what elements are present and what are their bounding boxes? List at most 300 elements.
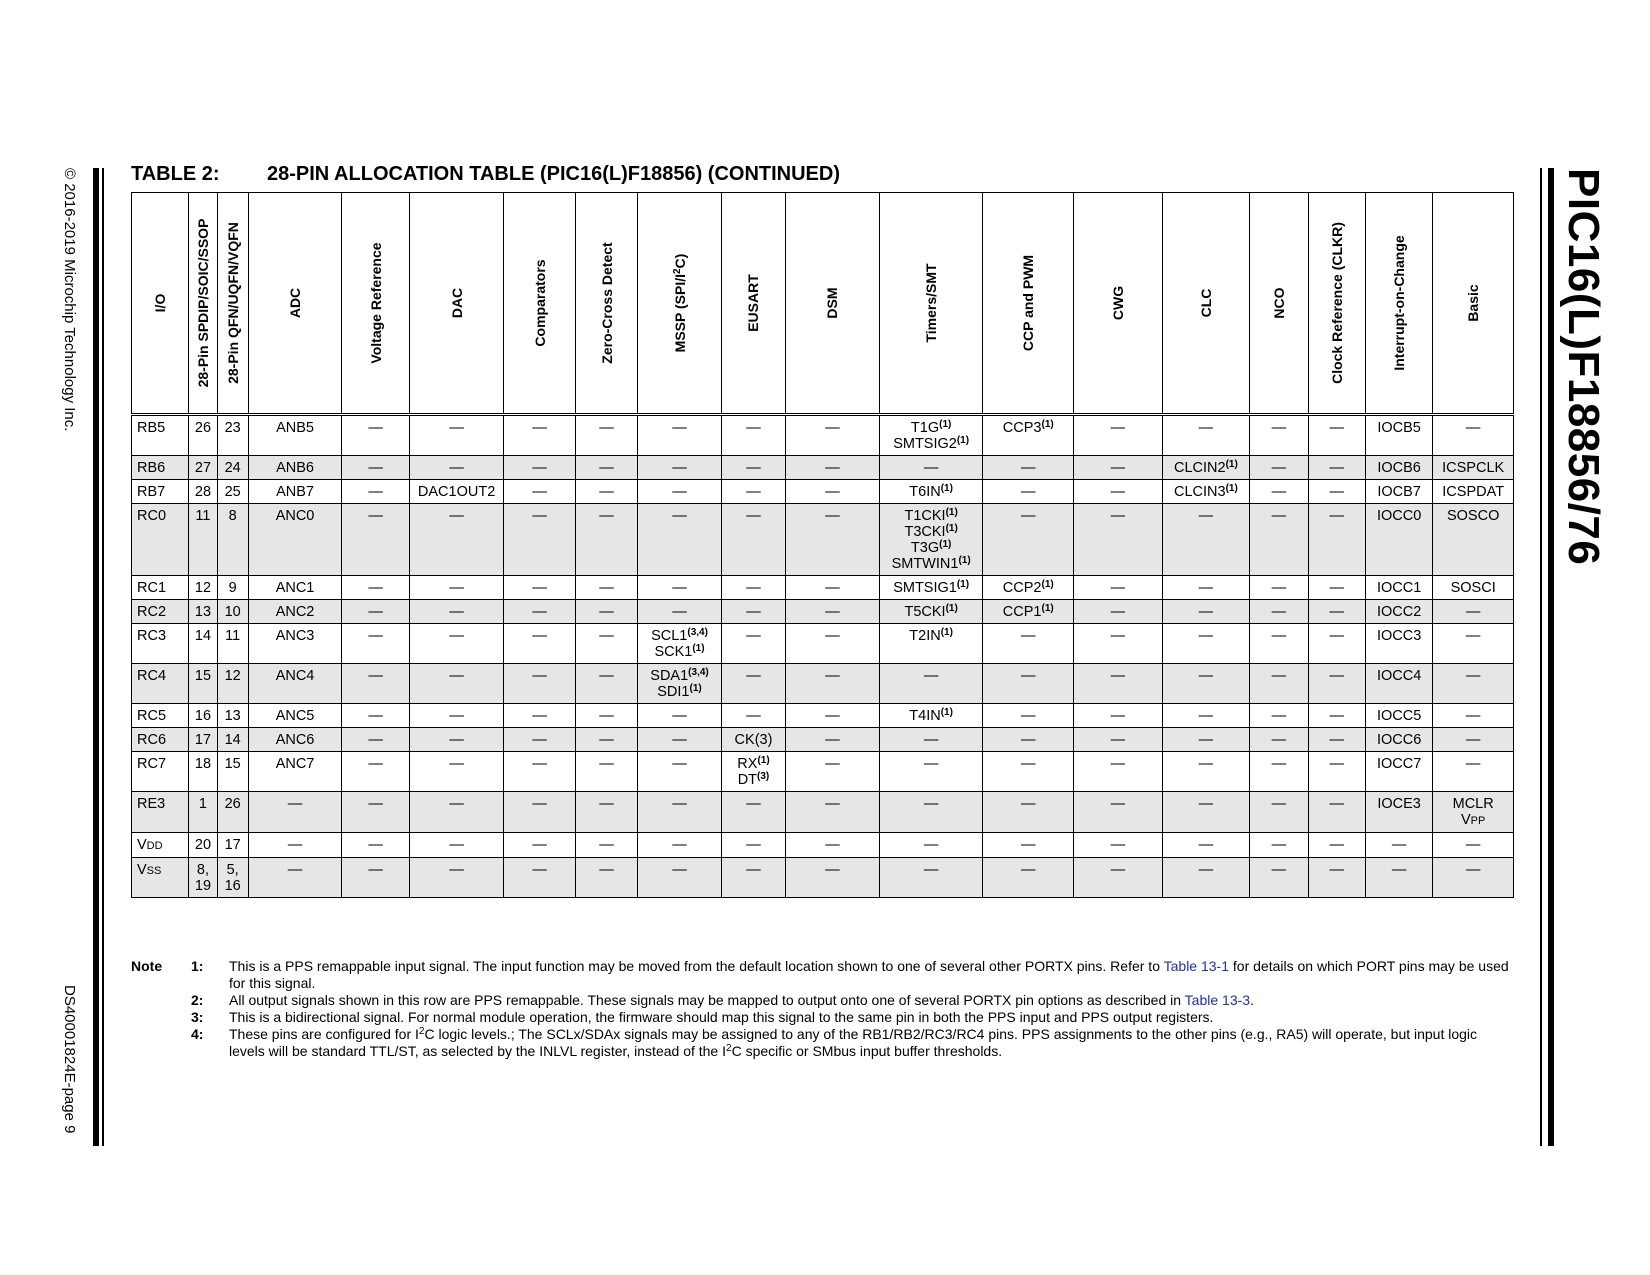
cell-line: — bbox=[368, 862, 383, 878]
cell-line: — bbox=[368, 732, 383, 748]
table-cell bbox=[248, 664, 342, 704]
table-cell bbox=[1162, 752, 1250, 792]
cell-line: — bbox=[1110, 604, 1126, 620]
table-cell bbox=[1074, 704, 1163, 728]
cell-line: — bbox=[1110, 796, 1126, 812]
cell-line: — bbox=[746, 708, 761, 724]
table-cell bbox=[1162, 704, 1250, 728]
cell-line: — bbox=[825, 756, 840, 772]
table-cell bbox=[342, 576, 409, 600]
cell-line: — bbox=[1329, 460, 1344, 476]
table-cell bbox=[1433, 752, 1514, 792]
cell-line: — bbox=[1271, 756, 1287, 772]
table-cell bbox=[1433, 833, 1514, 858]
cell-line: — bbox=[746, 796, 761, 812]
cell-line: SMTWIN1$^{(1)}$ bbox=[891, 555, 971, 572]
table-cell bbox=[983, 576, 1074, 600]
cell-line: RC1 bbox=[137, 580, 167, 596]
table-cell bbox=[409, 480, 504, 504]
cell-line: — bbox=[825, 580, 840, 596]
cell-line: 17 bbox=[224, 837, 241, 853]
note-item bbox=[131, 1009, 1514, 1026]
table-cell bbox=[1074, 624, 1163, 664]
cell-line: IOCC3 bbox=[1376, 628, 1422, 644]
table-cell bbox=[721, 600, 785, 624]
table-cell bbox=[342, 792, 409, 833]
table-cell bbox=[409, 704, 504, 728]
table-row bbox=[132, 480, 1514, 504]
table-cell bbox=[1308, 792, 1365, 833]
table-cell bbox=[1365, 576, 1432, 600]
table-cell bbox=[575, 415, 637, 456]
cell-line: — bbox=[1021, 837, 1036, 853]
table-caption bbox=[131, 163, 840, 186]
cell-line: RE3 bbox=[137, 796, 166, 812]
column-header bbox=[786, 193, 880, 415]
cell-line: — bbox=[923, 756, 939, 772]
cell-line: — bbox=[449, 837, 464, 853]
cell-line: IOCB5 bbox=[1377, 420, 1421, 436]
table-cell bbox=[217, 858, 248, 898]
cell-line: — bbox=[923, 862, 939, 878]
cell-line: — bbox=[532, 604, 547, 620]
table-cell bbox=[721, 858, 785, 898]
table-cell bbox=[248, 704, 342, 728]
table-cell bbox=[217, 504, 248, 576]
cell-line: — bbox=[1271, 460, 1287, 476]
table-cell bbox=[1365, 728, 1432, 752]
table-cell bbox=[983, 704, 1074, 728]
cell-line: — bbox=[1198, 604, 1214, 620]
table-row bbox=[132, 600, 1514, 624]
table-cell bbox=[638, 504, 722, 576]
cell-line: — bbox=[825, 508, 840, 524]
cell-line: — bbox=[1110, 756, 1126, 772]
table-cell bbox=[983, 664, 1074, 704]
column-header bbox=[721, 193, 785, 415]
table-cell bbox=[575, 792, 637, 833]
table-cell bbox=[575, 576, 637, 600]
cell-line: IOCC1 bbox=[1376, 580, 1422, 596]
table-cell bbox=[504, 833, 575, 858]
cell-line: 1 bbox=[198, 796, 207, 812]
table-cell bbox=[1308, 415, 1365, 456]
column-header bbox=[575, 193, 637, 415]
note-label: Note bbox=[131, 958, 163, 974]
cell-line: 23 bbox=[224, 420, 241, 436]
left-margin-thin-bar bbox=[102, 168, 104, 1146]
cell-line: — bbox=[1329, 604, 1344, 620]
cell-line: 9 bbox=[228, 580, 237, 596]
cell-line: VDD bbox=[137, 837, 163, 853]
table-cell bbox=[132, 504, 189, 576]
column-header-label: Interrupt-on-Change bbox=[1391, 235, 1408, 371]
cell-line: — bbox=[1271, 580, 1287, 596]
cell-line: — bbox=[1021, 484, 1036, 500]
cell-line: — bbox=[599, 796, 614, 812]
table-cell bbox=[342, 600, 409, 624]
table-cell bbox=[1308, 858, 1365, 898]
column-header-label: CWG bbox=[1109, 285, 1126, 321]
cell-line: — bbox=[672, 732, 687, 748]
cell-line: — bbox=[825, 460, 840, 476]
table-cell bbox=[638, 456, 722, 480]
table-cell bbox=[1162, 504, 1250, 576]
cell-line: T4IN$^{(1)}$ bbox=[909, 707, 953, 724]
cell-line: — bbox=[1465, 756, 1481, 772]
cell-line: CCP3$^{(1)}$ bbox=[1002, 419, 1054, 436]
cell-line: CLCIN2$^{(1)}$ bbox=[1173, 459, 1238, 476]
note-item bbox=[131, 1026, 1514, 1060]
table-cell bbox=[638, 728, 722, 752]
cell-line: — bbox=[746, 862, 761, 878]
table-cell bbox=[1365, 858, 1432, 898]
cell-line: IOCE3 bbox=[1377, 796, 1421, 812]
table-cell bbox=[1308, 480, 1365, 504]
table-cell bbox=[342, 456, 409, 480]
table-cell bbox=[1074, 792, 1163, 833]
cell-line: — bbox=[1021, 796, 1036, 812]
cell-line: — bbox=[368, 756, 383, 772]
table-cell bbox=[1365, 456, 1432, 480]
cell-line: — bbox=[1329, 862, 1344, 878]
cell-line: — bbox=[368, 484, 383, 500]
table-cell bbox=[983, 456, 1074, 480]
table-cell bbox=[879, 833, 983, 858]
cell-line: — bbox=[287, 837, 303, 853]
table-cell bbox=[879, 752, 983, 792]
cell-line: 8, bbox=[196, 862, 209, 878]
table-cell bbox=[132, 576, 189, 600]
column-header-label: DAC bbox=[448, 287, 465, 319]
column-header bbox=[638, 193, 722, 415]
cell-line: 18 bbox=[194, 756, 212, 772]
column-header-label: Comparators bbox=[531, 259, 548, 347]
table-row bbox=[132, 624, 1514, 664]
cell-line: — bbox=[923, 837, 939, 853]
cell-line: ANC0 bbox=[275, 508, 315, 524]
cell-line: CLCIN3$^{(1)}$ bbox=[1173, 483, 1238, 500]
cell-line: ANB7 bbox=[276, 484, 314, 500]
cell-line: 16 bbox=[224, 878, 241, 894]
table-cell bbox=[189, 456, 217, 480]
table-reference-link[interactable]: Table 13-3 bbox=[1184, 992, 1251, 1008]
cell-line: — bbox=[449, 580, 464, 596]
table-cell bbox=[786, 504, 880, 576]
cell-line: — bbox=[599, 732, 614, 748]
cell-line: VSS bbox=[137, 862, 162, 878]
cell-line: — bbox=[599, 580, 614, 596]
cell-line: 20 bbox=[194, 837, 212, 853]
cell-line: ANC2 bbox=[275, 604, 315, 620]
cell-line: — bbox=[449, 862, 464, 878]
table-row bbox=[132, 858, 1514, 898]
table-cell bbox=[248, 728, 342, 752]
cell-line: — bbox=[449, 628, 464, 644]
table-cell bbox=[1250, 415, 1308, 456]
cell-line: 15 bbox=[224, 756, 241, 772]
table-row bbox=[132, 833, 1514, 858]
cell-line: — bbox=[1021, 460, 1036, 476]
column-header bbox=[409, 193, 504, 415]
cell-line: IOCB7 bbox=[1377, 484, 1421, 500]
table-cell bbox=[1074, 833, 1163, 858]
table-cell bbox=[983, 728, 1074, 752]
right-margin-bar bbox=[1548, 168, 1554, 1146]
cell-line: ANB6 bbox=[276, 460, 314, 476]
table-cell bbox=[1074, 480, 1163, 504]
cell-line: T6IN$^{(1)}$ bbox=[909, 483, 953, 500]
cell-line: 26 bbox=[194, 420, 212, 436]
cell-line: — bbox=[672, 796, 687, 812]
table-cell bbox=[217, 752, 248, 792]
cell-line: $T3G^{(1)}$ bbox=[910, 539, 952, 556]
table-cell bbox=[1162, 456, 1250, 480]
cell-line: 12 bbox=[224, 668, 241, 684]
table-cell bbox=[638, 415, 722, 456]
cell-line: — bbox=[1198, 732, 1214, 748]
cell-line: — bbox=[368, 604, 383, 620]
cell-line: SDA1$^{(3,4)}$ bbox=[650, 667, 709, 684]
column-header bbox=[1365, 193, 1432, 415]
table-cell bbox=[1308, 833, 1365, 858]
table-row bbox=[132, 664, 1514, 704]
table-cell bbox=[504, 624, 575, 664]
cell-line: — bbox=[825, 484, 840, 500]
cell-line: — bbox=[923, 460, 939, 476]
table-cell bbox=[786, 833, 880, 858]
cell-line: — bbox=[825, 862, 840, 878]
table-cell bbox=[1162, 415, 1250, 456]
cell-line: — bbox=[1198, 668, 1214, 684]
table-cell bbox=[879, 600, 983, 624]
cell-line: RC2 bbox=[137, 604, 167, 620]
column-header bbox=[504, 193, 575, 415]
table-cell bbox=[1250, 600, 1308, 624]
table-cell bbox=[248, 752, 342, 792]
table-cell bbox=[638, 600, 722, 624]
cell-line: — bbox=[1465, 837, 1481, 853]
table-cell bbox=[1308, 664, 1365, 704]
table-cell bbox=[409, 600, 504, 624]
cell-line: 12 bbox=[194, 580, 212, 596]
cell-line: ANC3 bbox=[275, 628, 315, 644]
cell-line: — bbox=[1329, 628, 1344, 644]
cell-line: — bbox=[599, 862, 614, 878]
cell-line: 8 bbox=[228, 508, 237, 524]
cell-line: — bbox=[672, 580, 687, 596]
table-cell bbox=[1162, 728, 1250, 752]
table-cell bbox=[189, 858, 217, 898]
table-cell bbox=[409, 833, 504, 858]
table-cell bbox=[879, 858, 983, 898]
note-label bbox=[131, 1026, 191, 1060]
table-cell bbox=[1365, 792, 1432, 833]
cell-line: — bbox=[1198, 837, 1214, 853]
cell-line: — bbox=[825, 420, 840, 436]
cell-line: RB6 bbox=[137, 460, 166, 476]
table-cell bbox=[342, 504, 409, 576]
table-row bbox=[132, 728, 1514, 752]
cell-line: SMTSIG1$^{(1)}$ bbox=[893, 579, 970, 596]
table-row bbox=[132, 504, 1514, 576]
cell-line: 27 bbox=[194, 460, 212, 476]
cell-line: ANC6 bbox=[275, 732, 315, 748]
cell-line: — bbox=[825, 708, 840, 724]
table-cell bbox=[721, 792, 785, 833]
cell-line: ANC5 bbox=[275, 708, 315, 724]
cell-line: — bbox=[746, 604, 761, 620]
table-cell bbox=[217, 704, 248, 728]
cell-line: — bbox=[599, 708, 614, 724]
table-row bbox=[132, 456, 1514, 480]
table-cell bbox=[983, 504, 1074, 576]
cell-line: — bbox=[368, 837, 383, 853]
cell-line: 15 bbox=[194, 668, 212, 684]
table-cell bbox=[409, 456, 504, 480]
cell-line: — bbox=[532, 628, 547, 644]
cell-line: — bbox=[1110, 484, 1126, 500]
column-header-label: CLC bbox=[1197, 288, 1214, 318]
cell-line: — bbox=[1329, 796, 1344, 812]
table-cell bbox=[638, 576, 722, 600]
cell-line: — bbox=[1021, 862, 1036, 878]
table-cell bbox=[189, 728, 217, 752]
cell-line: — bbox=[449, 460, 464, 476]
table-cell bbox=[1250, 480, 1308, 504]
table-cell bbox=[1162, 833, 1250, 858]
table-cell bbox=[1365, 600, 1432, 624]
table-cell bbox=[1365, 624, 1432, 664]
cell-line: ANB5 bbox=[276, 420, 314, 436]
cell-line: — bbox=[368, 668, 383, 684]
column-header bbox=[189, 193, 217, 415]
cell-line: 11 bbox=[225, 628, 241, 644]
table-cell bbox=[879, 480, 983, 504]
cell-line: — bbox=[746, 837, 761, 853]
table-cell bbox=[217, 833, 248, 858]
column-header bbox=[1433, 193, 1514, 415]
cell-line: 14 bbox=[224, 732, 241, 748]
table-cell bbox=[132, 664, 189, 704]
cell-line: — bbox=[1271, 732, 1287, 748]
table-cell bbox=[189, 504, 217, 576]
table-cell bbox=[1365, 833, 1432, 858]
cell-line: T5CKI$^{(1)}$ bbox=[904, 603, 958, 620]
table-cell bbox=[983, 792, 1074, 833]
column-header-label: 28-Pin SPDIP/SOIC/SSOP bbox=[194, 218, 211, 388]
table-cell bbox=[786, 664, 880, 704]
cell-line: — bbox=[1271, 484, 1287, 500]
table-cell bbox=[189, 664, 217, 704]
cell-line: RC0 bbox=[137, 508, 167, 524]
table-notes bbox=[131, 958, 1514, 1060]
table-cell bbox=[1365, 415, 1432, 456]
cell-line: 10 bbox=[224, 604, 241, 620]
table-cell bbox=[217, 480, 248, 504]
cell-line: — bbox=[368, 420, 383, 436]
table-cell bbox=[1074, 728, 1163, 752]
cell-line: — bbox=[825, 732, 840, 748]
column-header bbox=[132, 193, 189, 415]
table-cell bbox=[721, 833, 785, 858]
table-cell bbox=[1433, 576, 1514, 600]
table-cell bbox=[217, 600, 248, 624]
cell-line: — bbox=[599, 628, 614, 644]
cell-line: — bbox=[1329, 708, 1344, 724]
cell-line: ANC4 bbox=[275, 668, 315, 684]
cell-line: — bbox=[1198, 756, 1214, 772]
column-header-label: ADC bbox=[287, 287, 304, 319]
table-reference-link[interactable]: Table 13-1 bbox=[1163, 958, 1230, 974]
cell-line: — bbox=[1465, 420, 1481, 436]
column-header bbox=[879, 193, 983, 415]
cell-line: SOSCI bbox=[1450, 580, 1496, 596]
cell-line: — bbox=[1271, 604, 1287, 620]
table-cell bbox=[132, 480, 189, 504]
cell-line: — bbox=[449, 756, 464, 772]
cell-line: — bbox=[532, 732, 547, 748]
table-cell bbox=[504, 504, 575, 576]
cell-line: — bbox=[1465, 862, 1481, 878]
cell-line: — bbox=[923, 796, 939, 812]
cell-line: — bbox=[1271, 862, 1287, 878]
table-cell bbox=[1433, 858, 1514, 898]
table-cell bbox=[1308, 728, 1365, 752]
table-cell bbox=[575, 728, 637, 752]
cell-line: — bbox=[599, 837, 614, 853]
table-number: TABLE 2: bbox=[131, 163, 220, 185]
table-cell bbox=[879, 792, 983, 833]
cell-line: ANC1 bbox=[275, 580, 315, 596]
table-cell bbox=[217, 792, 248, 833]
note-text: This is a bidirectional signal. For normal module operation, the firmware should map this signal to the same pin in both the PPS input and PPS output registers. bbox=[229, 1009, 1214, 1025]
cell-line: MCLR bbox=[1452, 796, 1494, 812]
table-cell bbox=[217, 576, 248, 600]
table-cell bbox=[721, 576, 785, 600]
table-cell bbox=[189, 833, 217, 858]
table-cell bbox=[721, 624, 785, 664]
table-cell bbox=[575, 704, 637, 728]
table-cell bbox=[1250, 728, 1308, 752]
table-cell bbox=[504, 728, 575, 752]
table-cell bbox=[786, 728, 880, 752]
table-cell bbox=[342, 704, 409, 728]
cell-line: — bbox=[672, 460, 687, 476]
table-cell bbox=[786, 752, 880, 792]
cell-line: — bbox=[368, 580, 383, 596]
table-cell bbox=[248, 833, 342, 858]
note-number: 3: bbox=[191, 1009, 204, 1025]
table-cell bbox=[983, 415, 1074, 456]
table-cell bbox=[409, 576, 504, 600]
cell-line: — bbox=[1110, 668, 1126, 684]
cell-line: — bbox=[1329, 580, 1344, 596]
cell-line: — bbox=[1329, 420, 1344, 436]
table-cell bbox=[1365, 480, 1432, 504]
table-cell bbox=[132, 752, 189, 792]
table-cell bbox=[504, 480, 575, 504]
document-page-number: DS40001824E-page 9 bbox=[61, 985, 78, 1134]
cell-line: — bbox=[1021, 756, 1036, 772]
note-text: All output signals shown in this row are PPS remappable. These signals may be mapped to output onto one of several PORTX pin options as described in Table 13-3. bbox=[229, 992, 1254, 1008]
table-cell bbox=[217, 456, 248, 480]
cell-line: IOCC4 bbox=[1376, 668, 1422, 684]
cell-line: T1CKI$^{(1)}$ bbox=[904, 507, 958, 524]
table-cell bbox=[248, 576, 342, 600]
cell-line: — bbox=[1110, 580, 1126, 596]
table-cell bbox=[132, 728, 189, 752]
